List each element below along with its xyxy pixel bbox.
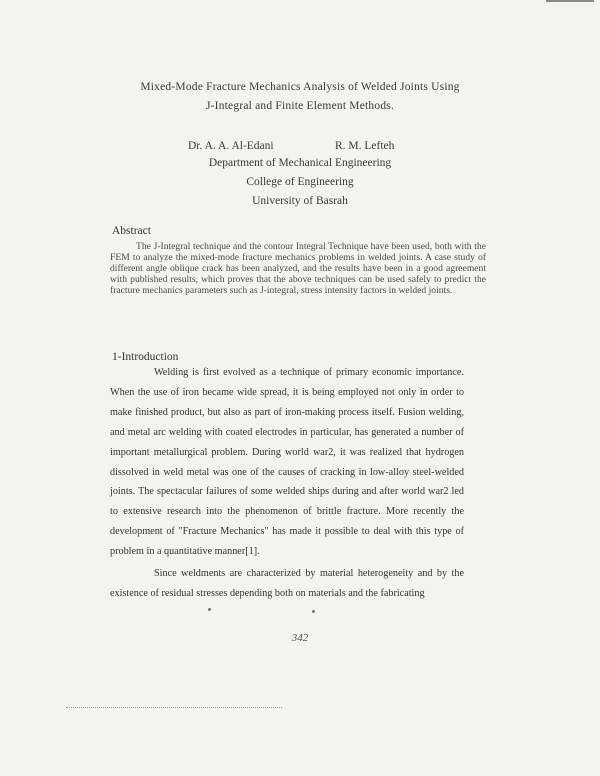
affiliation: [130, 154, 470, 211]
affiliation-university: University of Basrah: [252, 195, 348, 207]
author-2: R. M. Lefteh: [335, 140, 395, 152]
title-line-1: Mixed-Mode Fracture Mechanics Analysis of Welded Joints Using: [140, 81, 460, 93]
author-1: Dr. A. A. Al-Edani: [188, 140, 274, 152]
page-number: 342: [291, 632, 309, 644]
affiliation-department: Department of Mechanical Engineering: [208, 157, 392, 169]
scan-speck: [208, 608, 211, 611]
footer-rule: [66, 707, 282, 708]
title-line-2: J-Integral and Finite Element Methods.: [205, 100, 395, 112]
scan-speck: [312, 610, 315, 613]
paper-title: [80, 78, 520, 116]
abstract-text: The J-Integral technique and the contour Integral Technique have been used, both with the FEM to analyze the mixed-mode fracture mechanics problems in welded joints. A case study of different angle oblique crack has been analyzed, and the results have been in a good agreement with published results, which proves that the above techniques can be used safely to predict the fracture mechanics parameters such as J-integral, stress intensity factors in welded joints.: [110, 241, 486, 296]
introduction-paragraph-1: Welding is first evolved as a technique of primary economic importance. When the use of iron became wide spread, it is being employed not only in order to make finished product, but also as part of iron-making process itself. Fusion welding, and metal arc welding with coated electrodes in particular, has generated a number of important metallurgical problem. During world war2, it was realized that hydrogen dissolved in weld metal was one of the causes of cracking in low-alloy steel-welded joints. The spectacular failures of some welded ships during and after world war2 led to extensive research into the phenomenon of brittle fracture. More recently the development of "Fracture Mechanics" has made it possible to deal with this type of problem in a quantitative manner[1].: [110, 367, 464, 558]
scan-corner-mark: [546, 0, 594, 12]
affiliation-college: College of Engineering: [246, 176, 354, 188]
abstract-heading: Abstract: [112, 225, 151, 237]
introduction-paragraph-2: Since weldments are characterized by material heterogeneity and by the existence of residual stresses depending both on materials and the fabricating: [110, 568, 464, 599]
introduction-heading: 1-Introduction: [112, 351, 179, 363]
